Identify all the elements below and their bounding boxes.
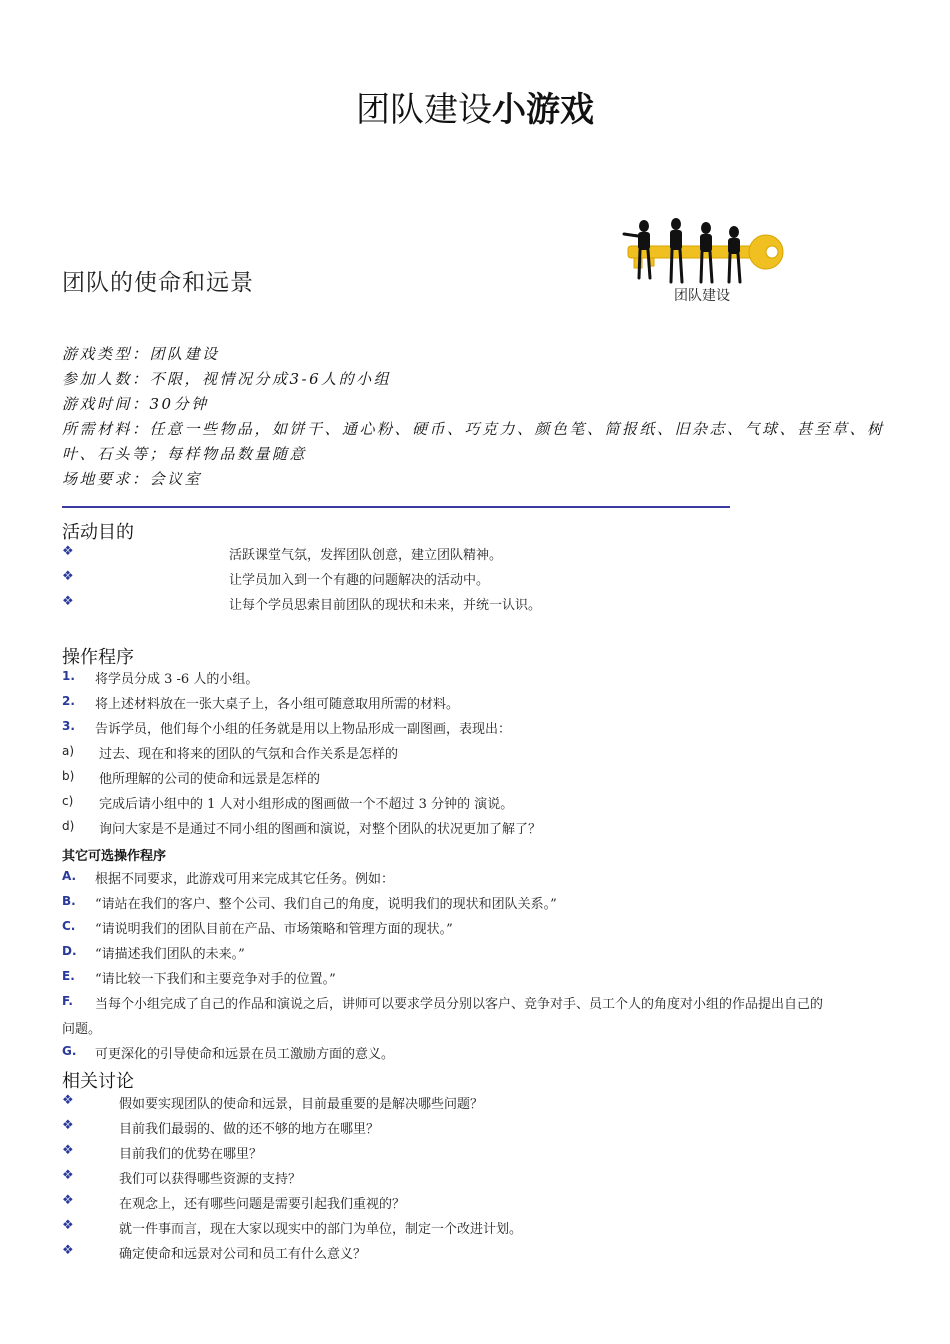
step-number: 3. [62,719,75,733]
optional-marker: G. [62,1044,77,1058]
step-text: 将上述材料放在一张大桌子上，各小组可随意取用所需的材料。 [95,697,460,712]
optional-marker: C. [62,919,76,933]
info-venue: 场地要求：会议室 [62,470,203,488]
discussion-item: 目前我们的优势在哪里？ [119,1147,263,1162]
diamond-bullet-icon: ❖ [62,1168,74,1183]
info-materials: 所需材料：任意一些物品，如饼干、通心粉、硬币、巧克力、颜色笔、简报纸、旧杂志、气球、甚至草、树叶、石头等；每样物品数量随意 [62,420,885,463]
discussion-heading: 相关讨论 [62,1071,134,1092]
optional-text: 当每个小组完成了自己的作品和演说之后，讲师可以要求学员分别以客户、竞争对手、员工个人的角度对小组的作品提出自己的 [95,997,824,1012]
subitem-marker: c) [62,794,74,808]
optional-marker: A. [62,869,77,883]
title-normal: 团队建设 [356,90,492,130]
optional-text: 根据不同要求，此游戏可用来完成其它任务。例如： [95,872,395,887]
purpose-item: 活跃课堂气氛，发挥团队创意，建立团队精神。 [229,548,503,563]
diamond-bullet-icon: ❖ [62,544,74,559]
divider-rule [62,506,730,508]
optional-text: “请说明我们的团队目前在产品、市场策略和管理方面的现状。” [95,922,453,937]
subitem-text: 询问大家是不是通过不同小组的图画和演说，对整个团队的状况更加了解了？ [99,822,542,837]
optional-text: “请描述我们团队的未来。” [95,947,245,962]
diamond-bullet-icon: ❖ [62,1218,74,1233]
diamond-bullet-icon: ❖ [62,594,74,609]
step-number: 1. [62,669,75,683]
info-participants: 参加人数：不限，视情况分成3-6人的小组 [62,370,392,388]
person-figure-4 [728,226,740,282]
discussion-item: 我们可以获得哪些资源的支持？ [119,1172,302,1187]
info-game-type: 游戏类型：团队建设 [62,345,220,363]
logo-caption: 团队建设 [674,288,730,304]
subitem-text: 过去、现在和将来的团队的气氛和合作关系是怎样的 [99,747,399,762]
subitem-marker: d) [62,819,75,833]
diamond-bullet-icon: ❖ [62,1143,74,1158]
section-title: 团队的使命和远景 [62,270,254,296]
optional-text-continued: 问题。 [62,1022,102,1037]
discussion-item: 假如要实现团队的使命和远景，目前最重要的是解决哪些问题？ [119,1097,484,1112]
step-number: 2. [62,694,75,708]
optional-marker: B. [62,894,76,908]
optional-marker: F. [62,994,73,1008]
person-figure-2 [670,218,682,282]
discussion-item: 就一件事而言，现在大家以现实中的部门为单位，制定一个改进计划。 [119,1222,523,1237]
person-figure-3 [700,222,712,282]
purpose-item: 让每个学员思索目前团队的现状和未来，并统一认识。 [229,598,542,613]
step-text: 告诉学员，他们每个小组的任务就是用以上物品形成一副图画，表现出： [95,722,512,737]
diamond-bullet-icon: ❖ [62,1243,74,1258]
subitem-marker: b) [62,769,75,783]
discussion-item: 确定使命和远景对公司和员工有什么意义？ [119,1247,367,1262]
diamond-bullet-icon: ❖ [62,569,74,584]
diamond-bullet-icon: ❖ [62,1093,74,1108]
discussion-item: 在观念上，还有哪些问题是需要引起我们重视的？ [119,1197,406,1212]
subitem-text: 完成后请小组中的 1 人对小组形成的图画做一个不超过 3 分钟的 演说。 [99,797,514,812]
optional-text: “请站在我们的客户、整个公司、我们自己的角度，说明我们的现状和团队关系。” [95,897,557,912]
subitem-marker: a) [62,744,75,758]
optional-heading: 其它可选操作程序 [62,849,167,864]
optional-marker: E. [62,969,75,983]
subitem-text: 他所理解的公司的使命和远景是怎样的 [99,772,321,787]
discussion-item: 目前我们最弱的、做的还不够的地方在哪里？ [119,1122,380,1137]
title-bold: 小游戏 [492,90,594,130]
procedure-heading: 操作程序 [62,647,134,668]
diamond-bullet-icon: ❖ [62,1118,74,1133]
purpose-item: 让学员加入到一个有趣的问题解决的活动中。 [229,573,490,588]
optional-text: 可更深化的引导使命和远景在员工激励方面的意义。 [95,1047,395,1062]
optional-marker: D. [62,944,77,958]
page-title [0,82,950,131]
diamond-bullet-icon: ❖ [62,1193,74,1208]
purpose-heading: 活动目的 [62,522,134,543]
info-duration: 游戏时间：30分钟 [62,395,209,413]
optional-text: “请比较一下我们和主要竞争对手的位置。” [95,972,336,987]
step-text: 将学员分成 3 -6 人的小组。 [95,672,259,687]
